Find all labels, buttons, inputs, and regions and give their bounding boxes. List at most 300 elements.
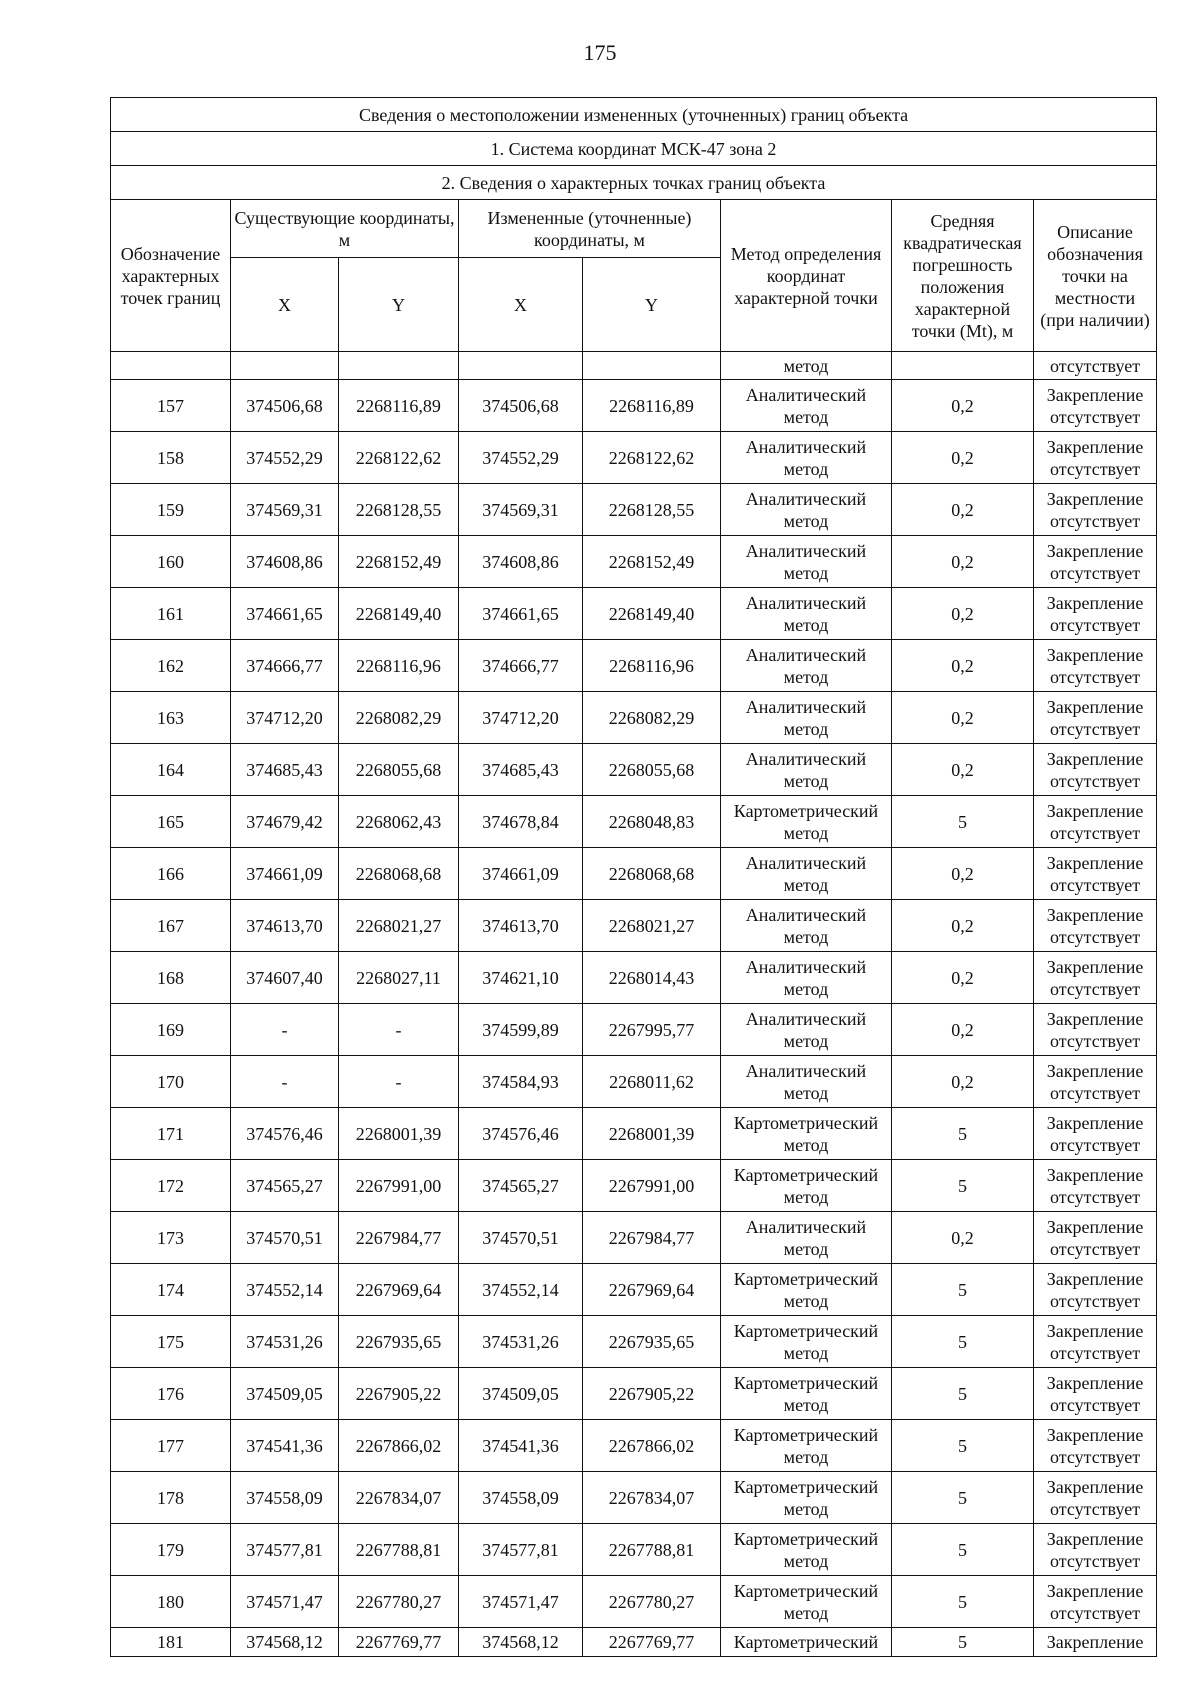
- cell-description: [1034, 848, 1157, 900]
- cell-method-line: метод: [783, 770, 829, 791]
- cell-description: [1034, 1628, 1157, 1657]
- table-row: [111, 1160, 1157, 1212]
- cell-changed-y: 2268116,89: [583, 380, 721, 432]
- cell-method: [721, 744, 892, 796]
- cell-method-line: Аналитический: [745, 592, 867, 613]
- cell-method: [721, 1628, 892, 1657]
- cell-method-line: Картометрический: [733, 1320, 879, 1341]
- cell-point: 164: [111, 744, 231, 796]
- cell-description: [1034, 1368, 1157, 1420]
- table-title: Сведения о местоположении измененных (уточненных) границ объекта: [111, 98, 1157, 132]
- cell-method-line: Картометрический: [733, 1632, 879, 1652]
- cell-changed-y: 2268152,49: [583, 536, 721, 588]
- cell-changed-x: 374552,14: [459, 1264, 583, 1316]
- cell-existing-x: 374685,43: [231, 744, 339, 796]
- cell-point: 170: [111, 1056, 231, 1108]
- table-row: [111, 640, 1157, 692]
- points-section-title: 2. Сведения о характерных точках границ объекта: [111, 166, 1157, 200]
- cell-description-line: Закрепление: [1046, 1216, 1144, 1237]
- cell-changed-y: 2267995,77: [583, 1004, 721, 1056]
- cell-existing-x: 374712,20: [231, 692, 339, 744]
- cell-description-line: Закрепление: [1046, 1268, 1144, 1289]
- table-row: [111, 1316, 1157, 1368]
- cell-error: 5: [892, 1576, 1034, 1628]
- cell-existing-x: 374509,05: [231, 1368, 339, 1420]
- table-row: [111, 1108, 1157, 1160]
- cell-changed-x: 374666,77: [459, 640, 583, 692]
- cell-point: 177: [111, 1420, 231, 1472]
- cell-description: [1034, 536, 1157, 588]
- cell-description-line: отсутствует: [1050, 1290, 1141, 1311]
- cell-description: [1034, 1316, 1157, 1368]
- cell-changed-y: 2267969,64: [583, 1264, 721, 1316]
- table-row: [111, 900, 1157, 952]
- cell-changed-y: 2268011,62: [583, 1056, 721, 1108]
- cell-method: [721, 1264, 892, 1316]
- cell-existing-y: 2268116,89: [339, 380, 459, 432]
- cell-point: 172: [111, 1160, 231, 1212]
- cell-point: 181: [111, 1628, 231, 1657]
- cell-error: 5: [892, 1472, 1034, 1524]
- cell-changed-x: 374509,05: [459, 1368, 583, 1420]
- cell-changed-x: 374506,68: [459, 380, 583, 432]
- cell-error: 0,2: [892, 1004, 1034, 1056]
- cell-description-line: Закрепление: [1046, 1632, 1144, 1652]
- cell-method-line: Аналитический: [745, 1008, 867, 1029]
- header-method: Метод определения координат характерной точки: [721, 200, 892, 352]
- cell-description-line: отсутствует: [1050, 718, 1141, 739]
- cell-point: 165: [111, 796, 231, 848]
- cell-error: 5: [892, 1368, 1034, 1420]
- cell-method-line: Аналитический: [745, 488, 867, 509]
- cell-description-line: Закрепление: [1046, 1580, 1144, 1601]
- cell-changed-x: 374621,10: [459, 952, 583, 1004]
- cell-existing-y: 2268152,49: [339, 536, 459, 588]
- cell-method-line: метод: [783, 458, 829, 479]
- cell-description-line: отсутствует: [1050, 1030, 1141, 1051]
- cell-method: [721, 484, 892, 536]
- cell-error: 5: [892, 1524, 1034, 1576]
- cell-description: [1034, 692, 1157, 744]
- cell-existing-x: 374570,51: [231, 1212, 339, 1264]
- table-row: [111, 952, 1157, 1004]
- cell-method: [721, 588, 892, 640]
- cell-changed-x: 374552,29: [459, 432, 583, 484]
- cell-existing-y: 2267866,02: [339, 1420, 459, 1472]
- cell-point: 175: [111, 1316, 231, 1368]
- cell-method: [721, 1108, 892, 1160]
- cell-changed-x: 374571,47: [459, 1576, 583, 1628]
- header-existing-y: Y: [339, 258, 459, 352]
- cell-description: [1034, 1420, 1157, 1472]
- cell-method-line: метод: [783, 1030, 829, 1051]
- cell-changed-y: 2267780,27: [583, 1576, 721, 1628]
- header-existing-x: X: [231, 258, 339, 352]
- cell-description: [1034, 380, 1157, 432]
- cell-method-line: Аналитический: [745, 852, 867, 873]
- cell-existing-x: 374565,27: [231, 1160, 339, 1212]
- cell-point: 169: [111, 1004, 231, 1056]
- header-changed-coords: Измененные (уточненные) координаты, м: [459, 200, 721, 258]
- cell-changed-y: 2267984,77: [583, 1212, 721, 1264]
- cell-description-line: Закрепление: [1046, 488, 1144, 509]
- cell-changed-x: 374584,93: [459, 1056, 583, 1108]
- table-row: [111, 432, 1157, 484]
- cell-method-line: метод: [783, 718, 829, 739]
- cell-existing-x: 374552,29: [231, 432, 339, 484]
- table-row: [111, 1004, 1157, 1056]
- cell-method: [721, 1368, 892, 1420]
- table-row: [111, 1524, 1157, 1576]
- cell-changed-x: 374568,12: [459, 1628, 583, 1657]
- cell-point: 171: [111, 1108, 231, 1160]
- cell-error: 0,2: [892, 952, 1034, 1004]
- cell-description: [1034, 640, 1157, 692]
- cell-description-line: Закрепление: [1046, 436, 1144, 457]
- cell-changed-x: 374558,09: [459, 1472, 583, 1524]
- cell-error: 0,2: [892, 640, 1034, 692]
- table-row: [111, 692, 1157, 744]
- header-description: Описание обозначения точки на местности (при наличии): [1034, 200, 1157, 352]
- table-row: [111, 1368, 1157, 1420]
- cell-description: [1034, 1004, 1157, 1056]
- cell-existing-x: 374666,77: [231, 640, 339, 692]
- cell-error: 5: [892, 796, 1034, 848]
- cell-changed-y: 2268021,27: [583, 900, 721, 952]
- cell-existing-y: 2268021,27: [339, 900, 459, 952]
- cell-method: [721, 1420, 892, 1472]
- cell-error: 0,2: [892, 588, 1034, 640]
- cell-method: [721, 900, 892, 952]
- cell-method-line: Картометрический: [733, 1372, 879, 1393]
- cell-existing-y: 2267935,65: [339, 1316, 459, 1368]
- cell-existing-x: 374576,46: [231, 1108, 339, 1160]
- table-row: [111, 1472, 1157, 1524]
- cell-existing-y: 2268062,43: [339, 796, 459, 848]
- cell-description-line: отсутствует: [1050, 1550, 1141, 1571]
- cell-changed-x: 374661,09: [459, 848, 583, 900]
- cell-method-line: метод: [783, 822, 829, 843]
- cell-changed-x: 374678,84: [459, 796, 583, 848]
- cell-method: [721, 1576, 892, 1628]
- cell-description-line: отсутствует: [1050, 458, 1141, 479]
- cell-method-line: Аналитический: [745, 956, 867, 977]
- header-changed-y: Y: [583, 258, 721, 352]
- page-number: 175: [583, 40, 617, 65]
- cell-changed-y: 2268128,55: [583, 484, 721, 536]
- cell-existing-x: 374568,12: [231, 1628, 339, 1657]
- cell-error: 0,2: [892, 848, 1034, 900]
- cell-changed-x: 374531,26: [459, 1316, 583, 1368]
- cell-changed-y: 2267991,00: [583, 1160, 721, 1212]
- cell-changed-y: 2267866,02: [583, 1420, 721, 1472]
- cell-error: 0,2: [892, 1056, 1034, 1108]
- cell-method-line: Аналитический: [745, 1216, 867, 1237]
- cell-description-line: Закрепление: [1046, 384, 1144, 405]
- cell-existing-x: 374506,68: [231, 380, 339, 432]
- cell-description: [1034, 484, 1157, 536]
- cell-existing-x: 374531,26: [231, 1316, 339, 1368]
- cell-method: [721, 692, 892, 744]
- table-row: [111, 848, 1157, 900]
- header-error: Средняя квадратическая погрешность положения характерной точки (Mt), м: [892, 200, 1034, 352]
- cell-method-line: метод: [783, 562, 829, 583]
- cell-existing-x: 374608,86: [231, 536, 339, 588]
- cell-point: 173: [111, 1212, 231, 1264]
- header-existing-coords: Существующие координаты, м: [231, 200, 459, 258]
- cell-point: 159: [111, 484, 231, 536]
- cell-description-line: Закрепление: [1046, 748, 1144, 769]
- cell-method-line: метод: [783, 406, 829, 427]
- cell-existing-x: 374613,70: [231, 900, 339, 952]
- cell-method-line: метод: [783, 1238, 829, 1259]
- table-row: [111, 744, 1157, 796]
- cell-existing-x: 374679,42: [231, 796, 339, 848]
- cell-description-line: отсутствует: [1050, 1342, 1141, 1363]
- cell-description: [1034, 1524, 1157, 1576]
- cell-changed-x: 374661,65: [459, 588, 583, 640]
- cell-description-line: Закрепление: [1046, 800, 1144, 821]
- table-row: [111, 1576, 1157, 1628]
- continuation-method: метод: [721, 352, 892, 380]
- cell-existing-x: -: [231, 1004, 339, 1056]
- cell-method-line: метод: [783, 1498, 829, 1519]
- cell-description-line: отсутствует: [1050, 1134, 1141, 1155]
- cell-method-line: Аналитический: [745, 436, 867, 457]
- cell-description-line: Закрепление: [1046, 1112, 1144, 1133]
- cell-point: 174: [111, 1264, 231, 1316]
- cell-existing-y: 2268055,68: [339, 744, 459, 796]
- cell-method-line: Картометрический: [733, 800, 879, 821]
- cell-description-line: Закрепление: [1046, 1008, 1144, 1029]
- cell-description-line: отсутствует: [1050, 562, 1141, 583]
- cell-description-line: отсутствует: [1050, 1446, 1141, 1467]
- cell-method-line: метод: [783, 874, 829, 895]
- cell-error: 0,2: [892, 432, 1034, 484]
- table-row: [111, 1212, 1157, 1264]
- header-point: Обозначение характерных точек границ: [111, 200, 231, 352]
- cell-changed-y: 2268082,29: [583, 692, 721, 744]
- cell-description-line: Закрепление: [1046, 540, 1144, 561]
- cell-existing-y: 2267834,07: [339, 1472, 459, 1524]
- table-row: [111, 1628, 1157, 1657]
- cell-method: [721, 1524, 892, 1576]
- cell-method-line: метод: [783, 1602, 829, 1623]
- cell-method-line: метод: [783, 1550, 829, 1571]
- cell-changed-x: 374569,31: [459, 484, 583, 536]
- cell-method: [721, 536, 892, 588]
- cell-changed-x: 374613,70: [459, 900, 583, 952]
- cell-method-line: Аналитический: [745, 696, 867, 717]
- cell-description: [1034, 1056, 1157, 1108]
- cell-method-line: метод: [783, 1082, 829, 1103]
- cell-method-line: метод: [783, 1342, 829, 1363]
- cell-method: [721, 952, 892, 1004]
- cell-description: [1034, 796, 1157, 848]
- table-row: [111, 796, 1157, 848]
- cell-existing-y: 2267788,81: [339, 1524, 459, 1576]
- cell-existing-x: 374571,47: [231, 1576, 339, 1628]
- cell-description-line: Закрепление: [1046, 1476, 1144, 1497]
- cell-description-line: отсутствует: [1050, 1238, 1141, 1259]
- cell-description-line: отсутствует: [1050, 614, 1141, 635]
- cell-method-line: Аналитический: [745, 748, 867, 769]
- cell-existing-y: 2268128,55: [339, 484, 459, 536]
- table-row: [111, 588, 1157, 640]
- cell-existing-x: 374541,36: [231, 1420, 339, 1472]
- cell-existing-y: 2267991,00: [339, 1160, 459, 1212]
- cell-method-line: Аналитический: [745, 904, 867, 925]
- cell-point: 157: [111, 380, 231, 432]
- cell-description-line: отсутствует: [1050, 822, 1141, 843]
- cell-description-line: Закрепление: [1046, 592, 1144, 613]
- cell-method-line: Картометрический: [733, 1164, 879, 1185]
- cell-description-line: отсутствует: [1050, 1186, 1141, 1207]
- cell-method-line: метод: [783, 1186, 829, 1207]
- cell-error: 5: [892, 1160, 1034, 1212]
- cell-existing-y: 2268116,96: [339, 640, 459, 692]
- cell-description-line: Закрепление: [1046, 696, 1144, 717]
- cell-point: 179: [111, 1524, 231, 1576]
- cell-changed-y: 2268001,39: [583, 1108, 721, 1160]
- cell-method-line: Картометрический: [733, 1580, 879, 1601]
- cell-method-line: Картометрический: [733, 1424, 879, 1445]
- cell-changed-y: 2267769,77: [583, 1628, 721, 1657]
- cell-description: [1034, 1264, 1157, 1316]
- cell-error: 0,2: [892, 380, 1034, 432]
- cell-description-line: отсутствует: [1050, 406, 1141, 427]
- cell-method-line: метод: [783, 1446, 829, 1467]
- cell-changed-y: 2268068,68: [583, 848, 721, 900]
- cell-method: [721, 1472, 892, 1524]
- cell-existing-x: 374661,09: [231, 848, 339, 900]
- cell-description-line: отсутствует: [1050, 978, 1141, 999]
- continuation-row: [111, 352, 1157, 380]
- cell-method: [721, 380, 892, 432]
- boundary-points-table: [110, 97, 1157, 1657]
- cell-error: 5: [892, 1264, 1034, 1316]
- cell-method-line: Картометрический: [733, 1476, 879, 1497]
- cell-changed-y: 2268055,68: [583, 744, 721, 796]
- header-changed-x: X: [459, 258, 583, 352]
- cell-existing-y: -: [339, 1056, 459, 1108]
- cell-method-line: Аналитический: [745, 1060, 867, 1081]
- cell-point: 161: [111, 588, 231, 640]
- coordinate-system: 1. Система координат МСК-47 зона 2: [111, 132, 1157, 166]
- cell-description: [1034, 952, 1157, 1004]
- cell-existing-y: 2267769,77: [339, 1628, 459, 1657]
- cell-method-line: Аналитический: [745, 384, 867, 405]
- cell-existing-y: 2268122,62: [339, 432, 459, 484]
- cell-error: 5: [892, 1628, 1034, 1657]
- cell-changed-y: 2267788,81: [583, 1524, 721, 1576]
- cell-method-line: Аналитический: [745, 644, 867, 665]
- cell-error: 5: [892, 1316, 1034, 1368]
- cell-description-line: отсутствует: [1050, 926, 1141, 947]
- cell-method-line: метод: [783, 614, 829, 635]
- cell-existing-y: 2268027,11: [339, 952, 459, 1004]
- cell-description-line: Закрепление: [1046, 852, 1144, 873]
- cell-method-line: Картометрический: [733, 1528, 879, 1549]
- cell-error: 5: [892, 1420, 1034, 1472]
- cell-existing-x: 374558,09: [231, 1472, 339, 1524]
- cell-point: 176: [111, 1368, 231, 1420]
- cell-point: 166: [111, 848, 231, 900]
- cell-description-line: отсутствует: [1050, 874, 1141, 895]
- cell-description: [1034, 1108, 1157, 1160]
- cell-existing-y: 2267984,77: [339, 1212, 459, 1264]
- cell-changed-y: 2268014,43: [583, 952, 721, 1004]
- cell-error: 0,2: [892, 1212, 1034, 1264]
- cell-changed-x: 374576,46: [459, 1108, 583, 1160]
- cell-error: 0,2: [892, 744, 1034, 796]
- cell-point: 160: [111, 536, 231, 588]
- cell-existing-y: 2267969,64: [339, 1264, 459, 1316]
- cell-changed-x: 374599,89: [459, 1004, 583, 1056]
- table-row: [111, 484, 1157, 536]
- cell-method: [721, 432, 892, 484]
- cell-existing-x: 374661,65: [231, 588, 339, 640]
- cell-description: [1034, 588, 1157, 640]
- table-row: [111, 1420, 1157, 1472]
- cell-changed-y: 2268116,96: [583, 640, 721, 692]
- cell-description-line: Закрепление: [1046, 1372, 1144, 1393]
- cell-description-line: отсутствует: [1050, 770, 1141, 791]
- cell-description-line: Закрепление: [1046, 1528, 1144, 1549]
- cell-existing-y: 2268082,29: [339, 692, 459, 744]
- cell-changed-x: 374541,36: [459, 1420, 583, 1472]
- cell-method-line: метод: [783, 1290, 829, 1311]
- cell-description-line: отсутствует: [1050, 666, 1141, 687]
- cell-method: [721, 1056, 892, 1108]
- table-row: [111, 1056, 1157, 1108]
- cell-method-line: Картометрический: [733, 1112, 879, 1133]
- cell-error: 0,2: [892, 900, 1034, 952]
- cell-description-line: Закрепление: [1046, 1424, 1144, 1445]
- cell-changed-x: 374608,86: [459, 536, 583, 588]
- cell-method: [721, 1160, 892, 1212]
- cell-description-line: Закрепление: [1046, 904, 1144, 925]
- table-row: [111, 380, 1157, 432]
- cell-method: [721, 848, 892, 900]
- cell-method: [721, 1004, 892, 1056]
- cell-method: [721, 1316, 892, 1368]
- cell-point: 178: [111, 1472, 231, 1524]
- cell-existing-x: 374607,40: [231, 952, 339, 1004]
- cell-method-line: Картометрический: [733, 1268, 879, 1289]
- cell-description-line: Закрепление: [1046, 1164, 1144, 1185]
- cell-error: 0,2: [892, 692, 1034, 744]
- cell-description: [1034, 900, 1157, 952]
- cell-description-line: Закрепление: [1046, 1060, 1144, 1081]
- cell-changed-y: 2267834,07: [583, 1472, 721, 1524]
- cell-point: 162: [111, 640, 231, 692]
- cell-point: 167: [111, 900, 231, 952]
- cell-description-line: отсутствует: [1050, 1602, 1141, 1623]
- cell-method-line: метод: [783, 926, 829, 947]
- cell-point: 158: [111, 432, 231, 484]
- cell-description: [1034, 1212, 1157, 1264]
- cell-existing-y: 2267780,27: [339, 1576, 459, 1628]
- cell-description: [1034, 1160, 1157, 1212]
- cell-error: 0,2: [892, 484, 1034, 536]
- cell-method-line: метод: [783, 1394, 829, 1415]
- cell-description-line: отсутствует: [1050, 1394, 1141, 1415]
- cell-existing-y: 2267905,22: [339, 1368, 459, 1420]
- cell-existing-y: 2268001,39: [339, 1108, 459, 1160]
- cell-description-line: отсутствует: [1050, 1082, 1141, 1103]
- cell-description: [1034, 744, 1157, 796]
